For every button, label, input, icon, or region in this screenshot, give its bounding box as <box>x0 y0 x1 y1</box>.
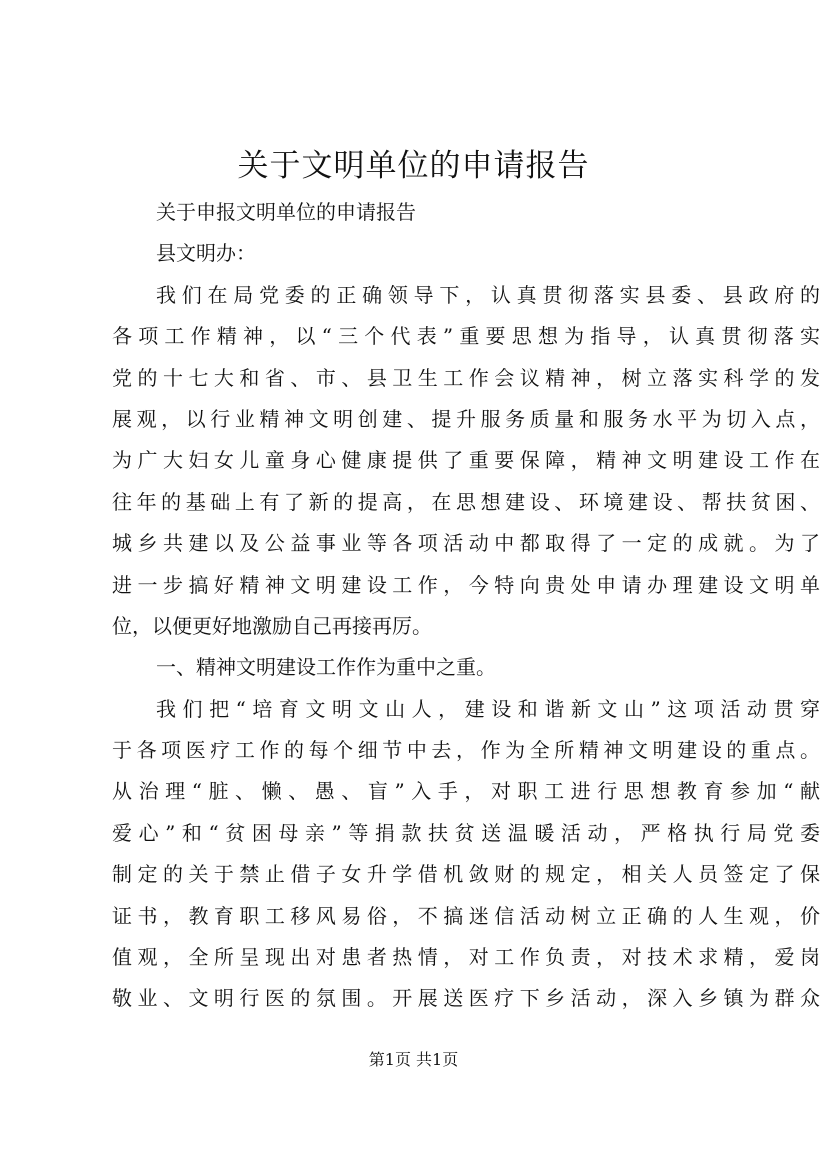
section-heading: 一、精神文明建设工作作为重中之重。 <box>156 655 496 680</box>
paragraph-line: 制定的关于禁止借子女升学借机敛财的规定，相关人员签定了保 <box>112 862 820 887</box>
paragraph-line: 展观，以行业精神文明创建、提升服务质量和服务水平为切入点， <box>112 406 820 431</box>
paragraph-line: 城乡共建以及公益事业等各项活动中都取得了一定的成就。为了 <box>112 531 820 556</box>
paragraph-line: 位，以便更好地激励自己再接再厉。 <box>112 613 432 638</box>
paragraph-line: 各项工作精神，以“三个代表”重要思想为指导，认真贯彻落实 <box>112 324 820 349</box>
paragraph-line: 从治理“脏、懒、愚、盲”入手，对职工进行思想教育参加“献 <box>112 779 820 804</box>
paragraph-line: 于各项医疗工作的每个细节中去，作为全所精神文明建设的重点。 <box>112 738 820 763</box>
paragraph-line: 爱心”和“贫困母亲”等捐款扶贫送温暖活动，严格执行局党委 <box>112 820 820 845</box>
document-title: 关于文明单位的申请报告 <box>237 148 590 184</box>
paragraph-line: 往年的基础上有了新的提高，在思想建设、环境建设、帮扶贫困、 <box>112 489 820 514</box>
paragraph-line: 值观，全所呈现出对患者热情，对工作负责，对技术求精，爱岗 <box>112 945 820 970</box>
paragraph-line: 我们在局党委的正确领导下，认真贯彻落实县委、县政府的 <box>156 282 820 307</box>
paragraph-line: 我们把“培育文明文山人，建设和谐新文山”这项活动贯穿 <box>156 696 820 721</box>
document-body <box>112 192 820 1020</box>
paragraph-line: 证书，教育职工移风易俗，不搞迷信活动树立正确的人生观，价 <box>112 903 820 928</box>
paragraph-line: 为广大妇女儿童身心健康提供了重要保障，精神文明建设工作在 <box>112 448 820 473</box>
document-subtitle: 关于申报文明单位的申请报告 <box>156 200 416 224</box>
page-number: 第1页 共1页 <box>368 1050 459 1069</box>
addressee: 县文明办： <box>156 241 256 266</box>
paragraph-line: 党的十七大和省、市、县卫生工作会议精神，树立落实科学的发 <box>112 365 820 390</box>
paragraph-line: 敬业、文明行医的氛围。开展送医疗下乡活动，深入乡镇为群众 <box>112 986 820 1011</box>
paragraph-line: 进一步搞好精神文明建设工作，今特向贵处申请办理建设文明单 <box>112 572 820 597</box>
